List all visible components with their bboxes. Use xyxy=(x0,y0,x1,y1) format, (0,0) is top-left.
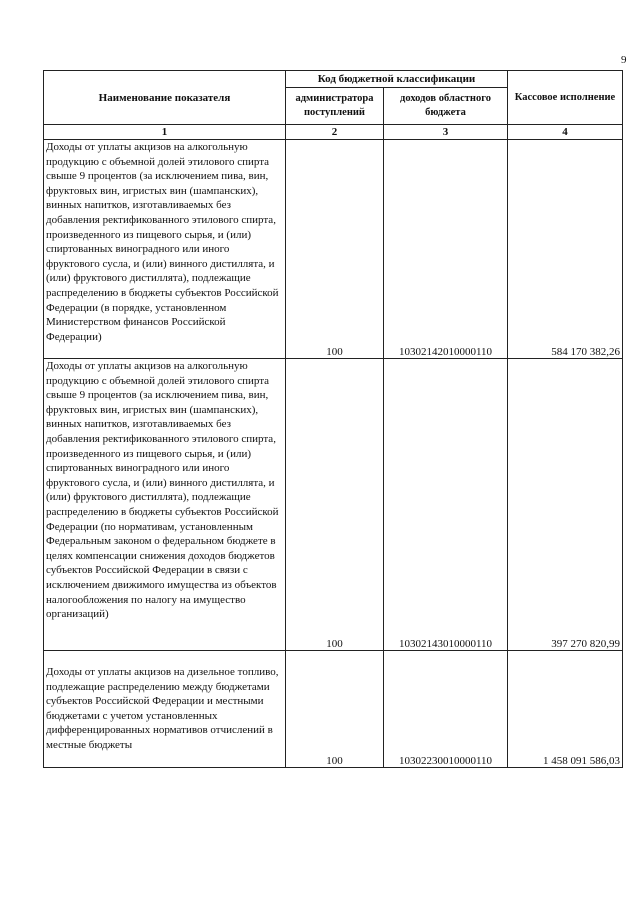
column-number: 4 xyxy=(508,125,623,140)
indicator-description: Доходы от уплаты акцизов на дизельное топливо, подлежащие распределению между бюджетами субъектов Российской Федерации и местными бюджетами с учетом установленных дифференцированных нормативов отчислений в местные бюджеты xyxy=(44,651,286,768)
column-number: 1 xyxy=(44,125,286,140)
budget-code-cell: 10302230010000110 xyxy=(384,651,508,768)
indicator-description: Доходы от уплаты акцизов на алкогольную продукцию с объемной долей этилового спирта свыше 9 процентов (за исключением пива, вин, фруктовых вин, игристых вин (шампанских), винных напитков, изготавливаемых без добавления ректификованного этилового спирта, произведенного из пищевого сырья, и (или) спиртованных виноградного или иного фруктового сусла, и (или) винного дистиллята, и (или) фруктового дистиллята), подлежащие распределению в бюджеты субъектов Российской Федерации (в порядке, установленном Министерством финансов Российской Федерации) xyxy=(44,140,286,359)
regional-budget-code-header: доходов областного бюджета xyxy=(384,88,508,125)
table-row xyxy=(44,651,623,768)
indicator-name-header: Наименование показателя xyxy=(44,71,286,125)
admin-code-cell: 100 xyxy=(286,359,384,651)
header-row-top xyxy=(44,71,623,88)
execution-amount-cell: 397 270 820,99 xyxy=(508,359,623,651)
admin-code-header: администратора поступлений xyxy=(286,88,384,125)
budget-code-cell: 10302142010000110 xyxy=(384,140,508,359)
execution-amount-cell: 1 458 091 586,03 xyxy=(508,651,623,768)
classification-group-header: Код бюджетной классификации xyxy=(286,71,508,88)
execution-amount-cell: 584 170 382,26 xyxy=(508,140,623,359)
table-row xyxy=(44,140,623,359)
column-number-row xyxy=(44,125,623,140)
column-number: 2 xyxy=(286,125,384,140)
execution-header: Кассовое исполнение xyxy=(508,71,623,125)
table-row xyxy=(44,359,623,651)
budget-code-cell: 10302143010000110 xyxy=(384,359,508,651)
admin-code-cell: 100 xyxy=(286,140,384,359)
indicator-description: Доходы от уплаты акцизов на алкогольную продукцию с объемной долей этилового спирта свыше 9 процентов (за исключением пива, вин, фруктовых вин, игристых вин (шампанских), винных напитков, изготавливаемых без добавления ректификованного этилового спирта, произведенного из пищевого сырья, и (или) спиртованных виноградного или иного фруктового сусла, и (или) винного дистиллята, и (или) фруктового дистиллята), подлежащие распределению в бюджеты субъектов Российской Федерации (по нормативам, установленным Федеральным законом о федеральном бюджете в целях компенсации снижения доходов бюджетов субъектов Российской Федерации в связи с исключением движимого имущества из объектов налогообложения по налогу на имущество организаций) xyxy=(44,359,286,651)
budget-revenue-table xyxy=(43,70,623,768)
admin-code-cell: 100 xyxy=(286,651,384,768)
page-number: 9 xyxy=(621,54,627,66)
column-number: 3 xyxy=(384,125,508,140)
